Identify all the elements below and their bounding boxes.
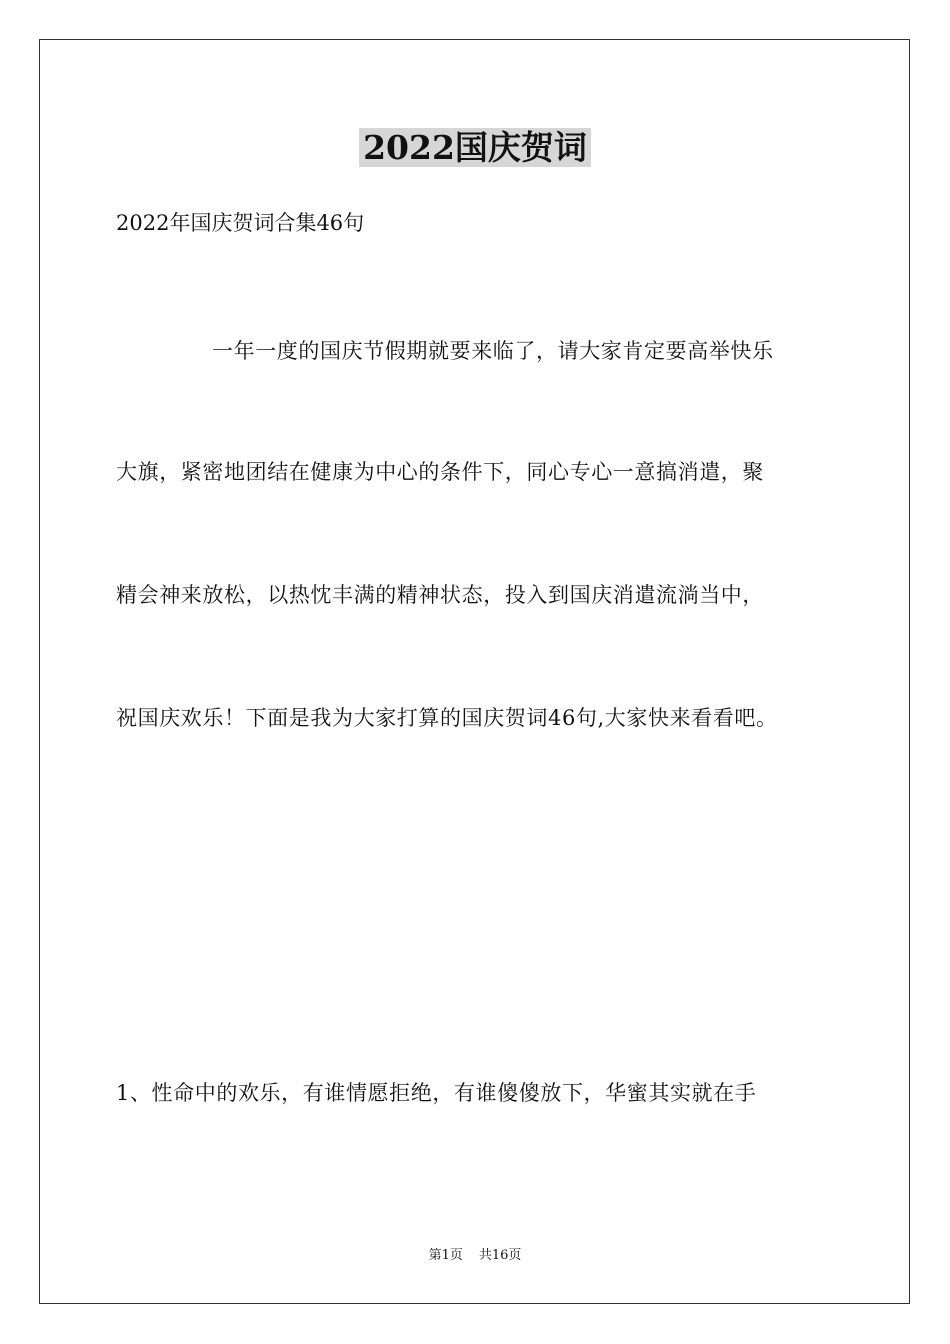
body-line-1: 一年一度的国庆节假期就要来临了，请大家肯定要高举快乐 bbox=[212, 339, 774, 363]
body-line-5: 1、性命中的欢乐，有谁情愿拒绝，有谁傻傻放下，华蜜其实就在手 bbox=[116, 1081, 757, 1105]
body-line-3: 精会神来放松，以热忱丰满的精神状态，投入到国庆消遣流淌当中， bbox=[116, 583, 764, 607]
document-title-text: 2022国庆贺词 bbox=[359, 128, 591, 167]
document-subtitle: 2022年国庆贺词合集46句 bbox=[116, 211, 365, 235]
body-line-4: 祝国庆欢乐！下面是我为大家打算的国庆贺词46句,大家快来看看吧。 bbox=[116, 706, 778, 730]
page-footer bbox=[0, 1247, 950, 1265]
body-line-2: 大旗，紧密地团结在健康为中心的条件下，同心专心一意搞消遣，聚 bbox=[116, 460, 764, 484]
page-number: 第1页 bbox=[428, 1248, 463, 1263]
document-title bbox=[0, 126, 950, 170]
page-total: 共16页 bbox=[478, 1248, 522, 1263]
